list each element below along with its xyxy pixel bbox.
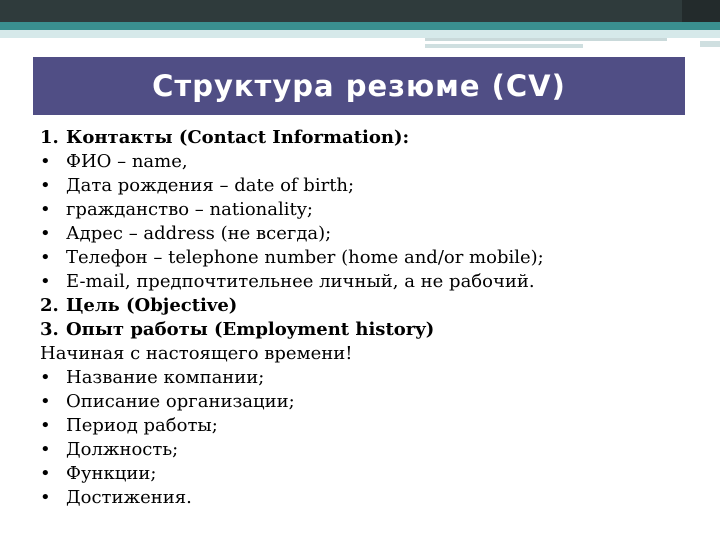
list-item (40, 414, 700, 438)
list-item (40, 486, 700, 510)
list-item-text: Опыт работы (Employment history) (66, 319, 435, 340)
bullet-marker: • (40, 175, 51, 196)
list-item (40, 318, 700, 342)
bullet-marker: • (40, 247, 51, 268)
list-item (40, 174, 700, 198)
list-item-text: Контакты (Contact Information): (66, 127, 410, 148)
bullet-marker: • (40, 223, 51, 244)
slide-title: Структура резюме (CV) (152, 69, 566, 103)
bullet-marker: • (40, 463, 51, 484)
list-item-text: Цель (Objective) (66, 295, 238, 316)
list-item-text: Начиная с настоящего времени! (40, 343, 353, 364)
list-item-text: Название компании; (66, 367, 265, 388)
top-bar (0, 0, 720, 22)
number-marker: 2. (40, 295, 59, 316)
list-item (40, 222, 700, 246)
decor-stripe (425, 44, 583, 48)
list-item-text: Дата рождения – date of birth; (66, 175, 355, 196)
bullet-marker: • (40, 271, 51, 292)
list-item-text: ФИО – name, (66, 151, 188, 172)
list-item (40, 294, 700, 318)
bullet-marker: • (40, 415, 51, 436)
bullet-marker: • (40, 439, 51, 460)
list-item (40, 462, 700, 486)
list-item (40, 246, 700, 270)
top-bar-corner (682, 0, 720, 22)
list-item (40, 390, 700, 414)
bullet-marker: • (40, 151, 51, 172)
bullet-marker: • (40, 367, 51, 388)
list-item-text: гражданство – nationality; (66, 199, 313, 220)
bullet-marker: • (40, 487, 51, 508)
list-item (40, 366, 700, 390)
number-marker: 1. (40, 127, 59, 148)
light-band (0, 30, 720, 38)
list-item-text: Адрес – address (не всегда); (66, 223, 332, 244)
list-item (40, 438, 700, 462)
list-item-text: Достижения. (66, 487, 192, 508)
list-item-text: Должность; (66, 439, 179, 460)
list-item-text: Функции; (66, 463, 157, 484)
decor-stripe (700, 41, 720, 47)
list-item-text: Описание организации; (66, 391, 295, 412)
decor-stripe (425, 38, 667, 41)
teal-band (0, 22, 720, 30)
bullet-marker: • (40, 391, 51, 412)
list-item-text: E-mail, предпочтительнее личный, а не рабочий. (66, 271, 535, 292)
list-item (40, 126, 700, 150)
content-list (40, 126, 700, 510)
list-item (40, 198, 700, 222)
number-marker: 3. (40, 319, 59, 340)
title-banner (33, 57, 685, 115)
bullet-marker: • (40, 199, 51, 220)
list-item (40, 342, 700, 366)
list-item (40, 270, 700, 294)
list-item-text: Период работы; (66, 415, 218, 436)
list-item-text: Телефон – telephone number (home and/or mobile); (66, 247, 544, 268)
list-item (40, 150, 700, 174)
